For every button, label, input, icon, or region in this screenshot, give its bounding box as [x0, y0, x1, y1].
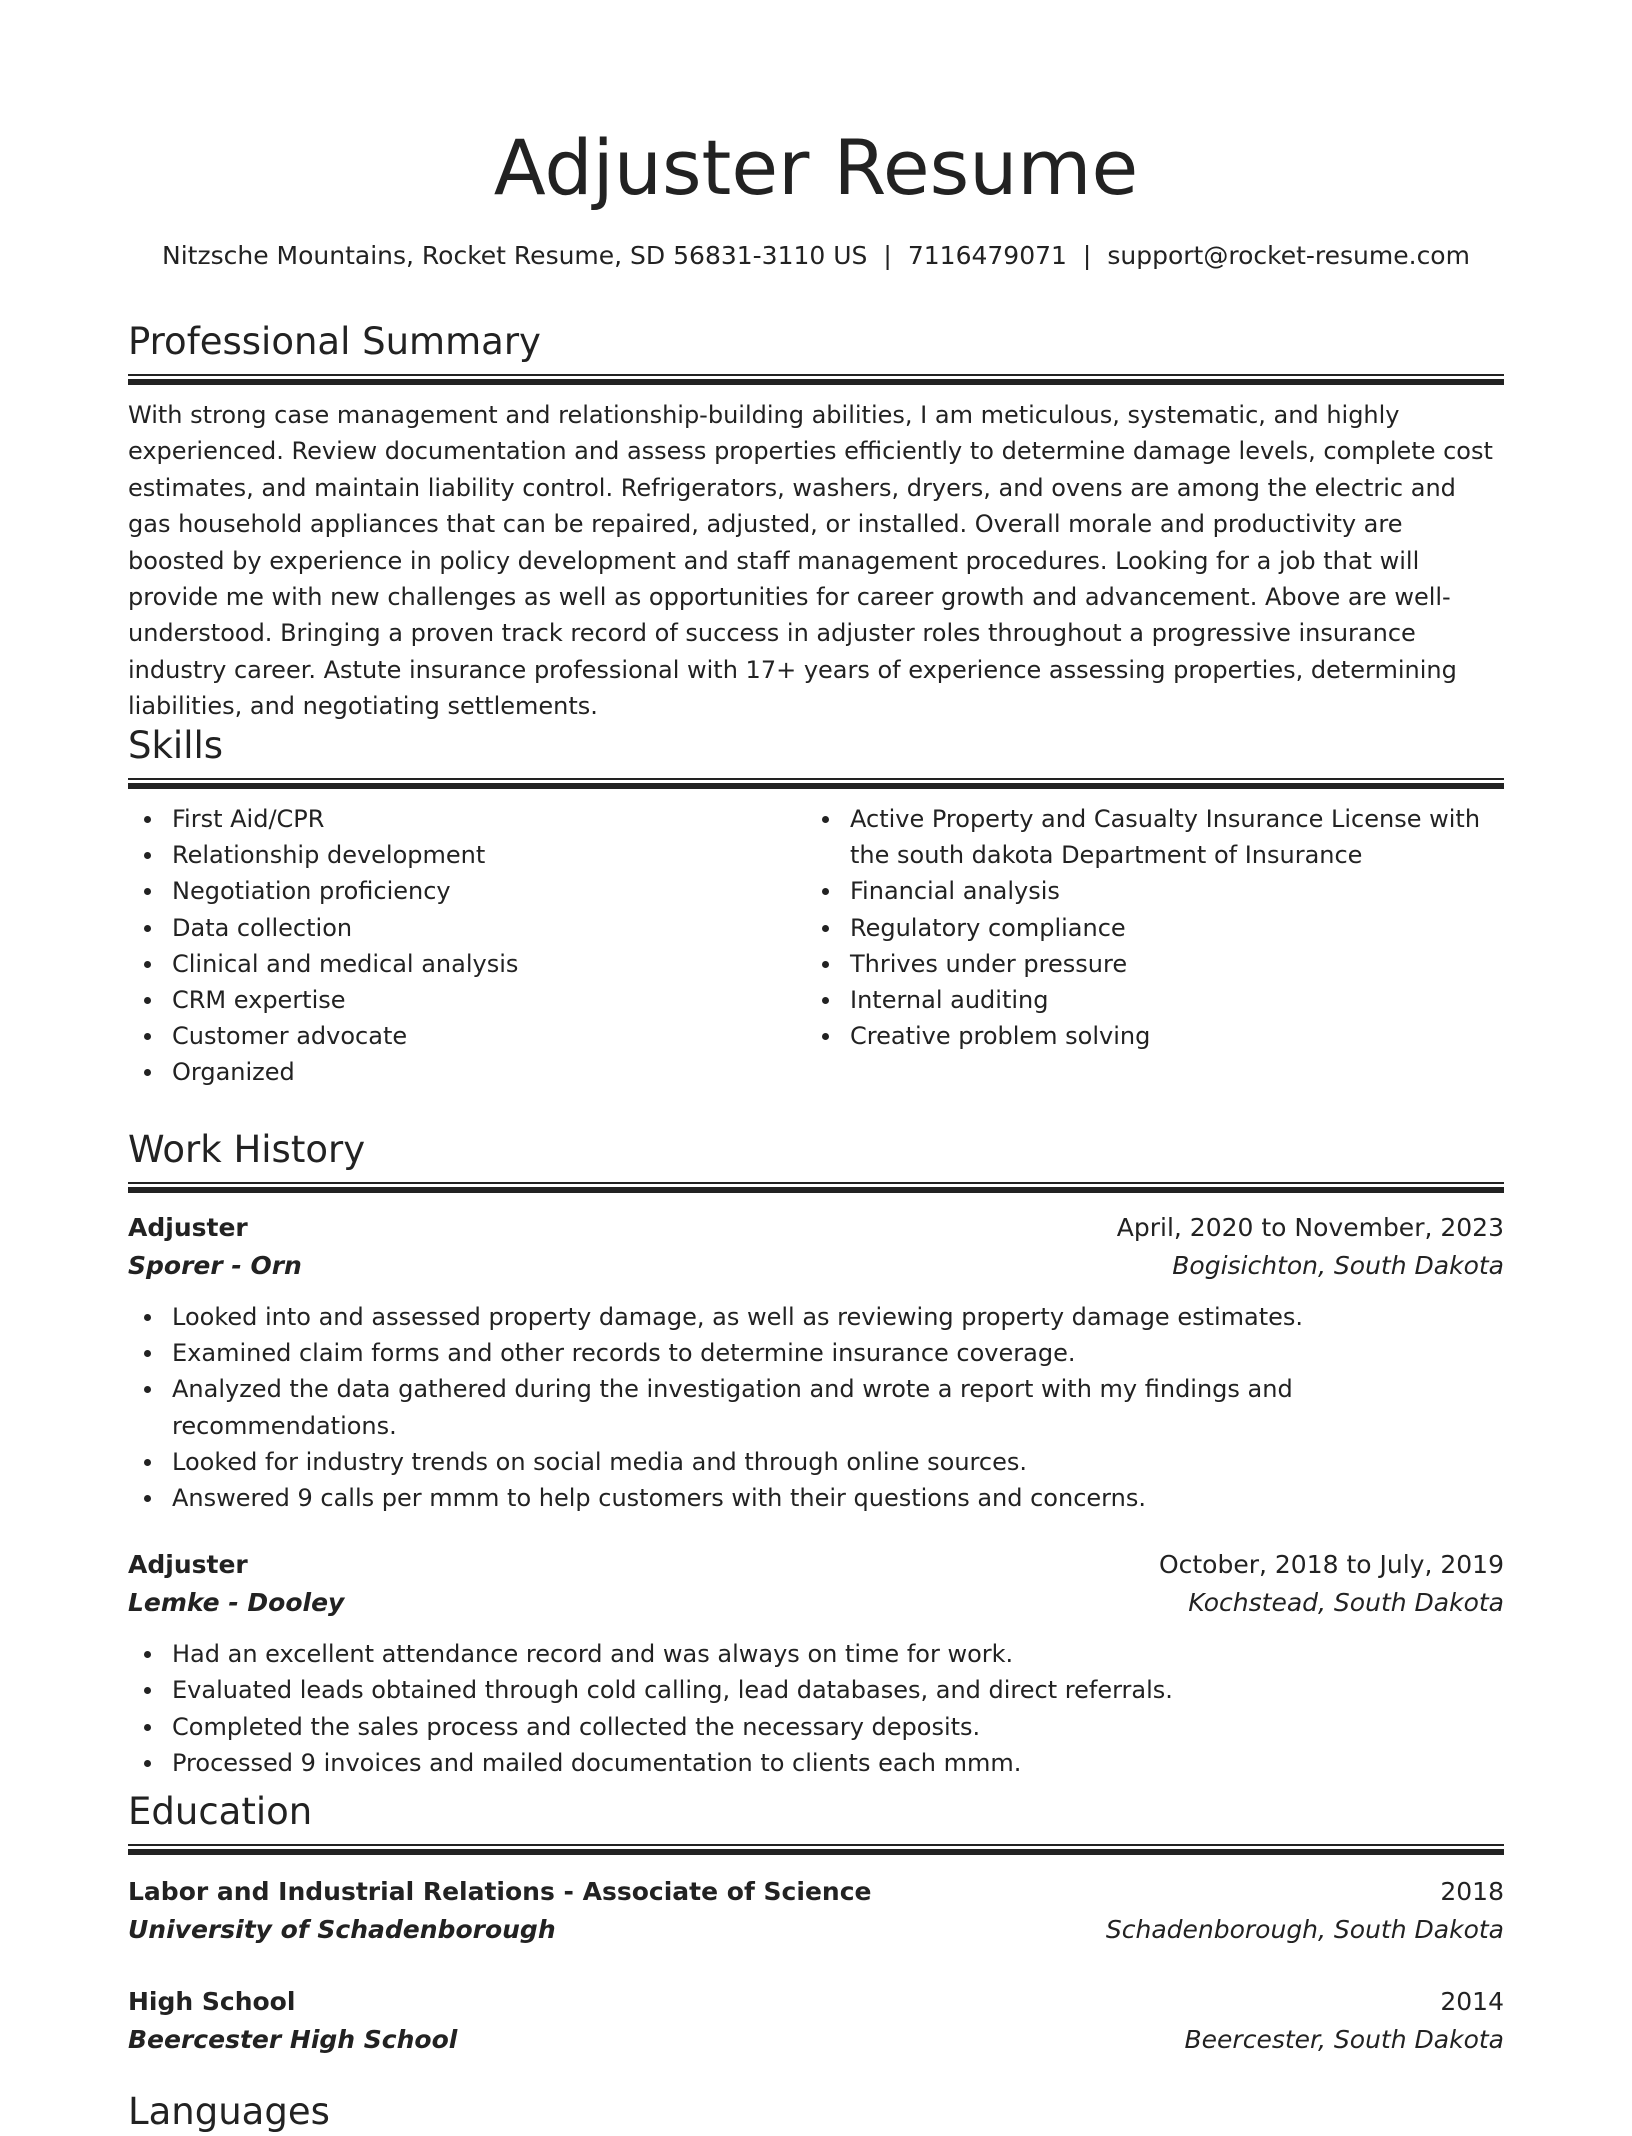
section-divider	[128, 1844, 1504, 1855]
job-entry	[128, 1546, 1504, 1781]
work-history-section	[128, 1126, 1504, 1781]
job-location: Bogisichton, South Dakota	[1172, 1251, 1504, 1280]
summary-heading: Professional Summary	[128, 320, 541, 363]
education-degree: High School	[128, 1987, 296, 2016]
work-history-heading: Work History	[128, 1128, 366, 1171]
languages-heading: Languages	[128, 2090, 330, 2133]
job-bullet: Looked for industry trends on social media and through online sources.	[128, 1444, 1504, 1480]
job-bullets	[128, 1299, 1504, 1516]
skills-list-left	[128, 801, 788, 1091]
skills-heading: Skills	[128, 724, 224, 767]
skill-item: First Aid/CPR	[128, 801, 788, 837]
skill-item: Customer advocate	[128, 1018, 788, 1054]
skill-item: Thrives under pressure	[806, 946, 1504, 982]
contact-separator: |	[1082, 241, 1092, 270]
education-school: University of Schadenborough	[128, 1915, 556, 1944]
job-bullet: Evaluated leads obtained through cold calling, lead databases, and direct referrals.	[128, 1672, 1504, 1708]
job-company: Lemke - Dooley	[128, 1588, 345, 1618]
job-bullets	[128, 1636, 1504, 1781]
skill-item: Internal auditing	[806, 982, 1504, 1018]
education-entry	[128, 1983, 1504, 2059]
section-divider	[128, 374, 1504, 385]
education-school: Beercester High School	[128, 2025, 458, 2054]
job-bullet: Examined claim forms and other records to determine insurance coverage.	[128, 1335, 1504, 1371]
skills-columns	[128, 801, 1504, 1101]
job-dates: April, 2020 to November, 2023	[1116, 1213, 1504, 1242]
education-header-row	[128, 1983, 1504, 2021]
education-entry	[128, 1873, 1504, 1949]
job-dates: October, 2018 to July, 2019	[1158, 1550, 1504, 1580]
resume-title: Adjuster Resume	[493, 123, 1139, 212]
skill-item: Negotiation proficiency	[128, 873, 788, 909]
job-company: Sporer - Orn	[128, 1251, 302, 1280]
job-bullet: Processed 9 invoices and mailed documentation to clients each mmm.	[128, 1745, 1504, 1781]
skills-section	[128, 722, 1504, 1101]
job-company-row	[128, 1584, 1504, 1622]
skill-item: Relationship development	[128, 837, 788, 873]
skill-item: Creative problem solving	[806, 1018, 1504, 1054]
skill-item: Financial analysis	[806, 873, 1504, 909]
contact-phone: 7116479071	[907, 241, 1067, 270]
section-divider	[128, 1182, 1504, 1193]
education-degree: Labor and Industrial Relations - Associate of Science	[128, 1877, 872, 1906]
education-year: 2018	[1440, 1877, 1504, 1906]
skill-item: Organized	[128, 1054, 788, 1090]
job-bullet: Answered 9 calls per mmm to help customers with their questions and concerns.	[128, 1480, 1504, 1516]
contact-email[interactable]: support@rocket-resume.com	[1107, 241, 1470, 270]
skill-item: Clinical and medical analysis	[128, 946, 788, 982]
education-header-row	[128, 1873, 1504, 1911]
skill-item: Data collection	[128, 910, 788, 946]
skills-list-right	[806, 801, 1504, 1054]
job-header-row	[128, 1209, 1504, 1247]
education-section	[128, 1788, 1504, 2059]
job-entry	[128, 1209, 1504, 1516]
education-location: Beercester, South Dakota	[1184, 2025, 1504, 2054]
job-bullet: Completed the sales process and collected the necessary deposits.	[128, 1709, 1504, 1745]
education-heading: Education	[128, 1790, 313, 1833]
summary-text: With strong case management and relationship-building abilities, I am meticulous, systematic, and highly experienced. Review documentation and assess properties efficiently to determine damage levels, complete cost estimates, and maintain liability control. Refrigerators, washers, dryers, and ovens are among the electric and gas household appliances that can be repaired, adjusted, or installed. Overall morale and productivity are boosted by experience in policy development and staff management procedures. Looking for a job that will provide me with new challenges as well as opportunities for career growth and advancement. Above are well-understood. Bringing a proven track record of success in adjuster roles throughout a progressive insurance industry career. Astute insurance professional with 17+ years of experience assessing properties, determining liabilities, and negotiating settlements.	[128, 401, 1493, 721]
job-bullet: Looked into and assessed property damage, as well as reviewing property damage estimates.	[128, 1299, 1504, 1335]
job-location: Kochstead, South Dakota	[1188, 1588, 1504, 1618]
education-year: 2014	[1440, 1987, 1504, 2016]
skill-item: Regulatory compliance	[806, 910, 1504, 946]
skill-item: Active Property and Casualty Insurance License with the south dakota Department of Insurance	[806, 801, 1504, 873]
education-school-row	[128, 2021, 1504, 2059]
section-divider	[128, 778, 1504, 789]
contact-line	[128, 238, 1504, 274]
job-role: Adjuster	[128, 1213, 248, 1242]
contact-address: Nitzsche Mountains, Rocket Resume, SD 56831-3110 US	[162, 241, 868, 270]
summary-section	[128, 318, 1504, 725]
contact-separator: |	[883, 241, 892, 270]
job-header-row	[128, 1546, 1504, 1584]
skill-item: CRM expertise	[128, 982, 788, 1018]
job-company-row	[128, 1247, 1504, 1285]
job-bullet: Analyzed the data gathered during the investigation and wrote a report with my findings and recommendations.	[128, 1371, 1504, 1443]
job-bullet: Had an excellent attendance record and was always on time for work.	[128, 1636, 1504, 1672]
job-role: Adjuster	[128, 1550, 248, 1580]
languages-section	[128, 2088, 1504, 2136]
education-location: Schadenborough, South Dakota	[1105, 1915, 1504, 1944]
education-school-row	[128, 1911, 1504, 1949]
